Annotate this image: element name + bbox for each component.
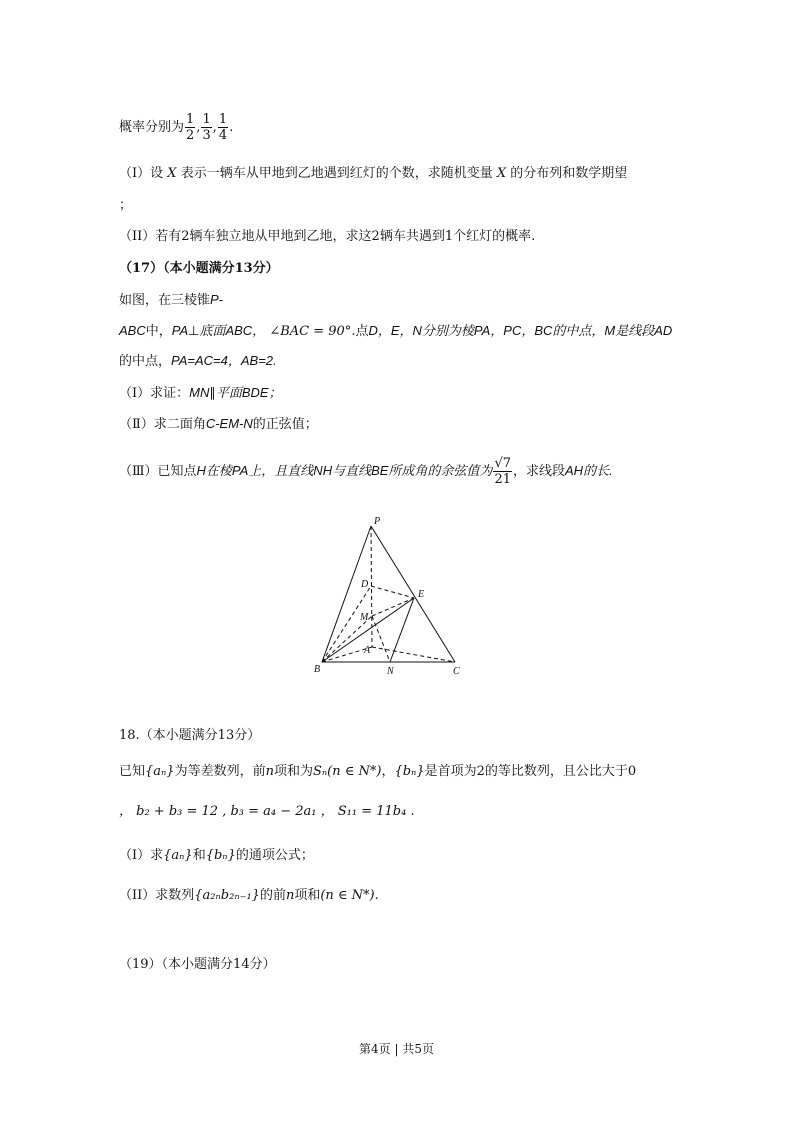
problem17-q2: （Ⅱ）求二面角C-EM-N的正弦值； [119, 416, 318, 432]
problem17-intro-line2: ABC中，PA⊥底面ABC， ∠BAC = 90°.点D，E，N分别为棱PA，PC，BC的中点，M是线段AD [119, 323, 673, 339]
label-b: B [314, 664, 321, 675]
problem18-line2: ， b₂ + b₃ = 12 , b₃ = a₄ − 2a₁ ， S₁₁ = 11b₄ . [119, 804, 415, 819]
problem18-q1: （I）求{aₙ}和{bₙ}的通项公式； [119, 848, 314, 863]
seq-a: {aₙ} [145, 764, 175, 779]
problem17-heading: （17）（本小题满分13分） [119, 261, 279, 276]
problem18-q2: （II）求数列{a₂ₙb₂ₙ₋₁}的前n项和(n ∈ N*). [119, 888, 379, 903]
label-n: N [387, 666, 394, 677]
cosine-fraction: $\frac{√7}{21}$ [494, 456, 511, 487]
prev-part1: （I）设 X 表示一辆车从甲地到乙地遇到红灯的个数，求随机变量 X 的分布列和数学期望 [119, 166, 628, 181]
angle-expression: ∠BAC = 90° [269, 324, 352, 339]
edge-me [372, 598, 414, 616]
edge-ac [372, 647, 455, 662]
problem18-heading: 18.（本小题满分13分） [119, 728, 261, 743]
label-c: C [453, 666, 460, 677]
sum-expression: Sₙ(n ∈ N*) [312, 764, 382, 779]
prob-line: 概率分别为 $\frac{1}{2}$ , $\frac{1}{3}$ , $\frac{1}{4}$ . [119, 112, 234, 143]
fraction-2: $\frac{1}{3}$ [202, 112, 211, 143]
pyramid-figure [310, 512, 470, 682]
var-x-2: X [496, 166, 507, 181]
problem17-intro-line1: 如图，在三棱锥P- [119, 292, 224, 308]
label-a: A [364, 645, 371, 656]
edge-mn [372, 616, 390, 662]
problem17-q1: （Ⅰ）求证：MN∥平面BDE； [119, 385, 282, 401]
seq-b: {bₙ} [394, 764, 425, 779]
problem18-line1: 已知{aₙ}为等差数列，前n项和为Sₙ(n ∈ N*)，{bₙ}是首项为2的等比数列，且公比大于0 [119, 764, 637, 779]
edge-pc [371, 526, 455, 662]
seq-product: {a₂ₙb₂ₙ₋₁} [194, 888, 260, 903]
problem17-q3: （Ⅲ）已知点H在棱PA上，且直线NH与直线BE所成角的余弦值为 $\frac{√7}{21}$ ，求线段AH的长. [119, 456, 613, 487]
prev-part2: （II）若有2辆车独立地从甲地到乙地，求这2辆车共遇到1个红灯的概率. [119, 229, 536, 244]
var-x: X [167, 166, 177, 181]
label-m: M [360, 612, 369, 623]
problem19-heading: （19）（本小题满分14分） [119, 957, 276, 972]
label-p: P [374, 516, 381, 527]
fraction-1: $\frac{1}{2}$ [186, 112, 195, 143]
fraction-3: $\frac{1}{4}$ [218, 112, 228, 143]
prob-prefix: 概率分别为 [119, 120, 185, 135]
label-d: D [361, 579, 369, 590]
problem17-intro-line3: 的中点，PA=AC=4，AB=2. [119, 353, 277, 369]
edge-pb [322, 526, 371, 662]
prev-part1-wrap: ； [119, 198, 133, 213]
page-footer: 第4页 | 共5页 [359, 1042, 434, 1056]
edge-de [371, 586, 414, 598]
label-e: E [418, 589, 425, 600]
